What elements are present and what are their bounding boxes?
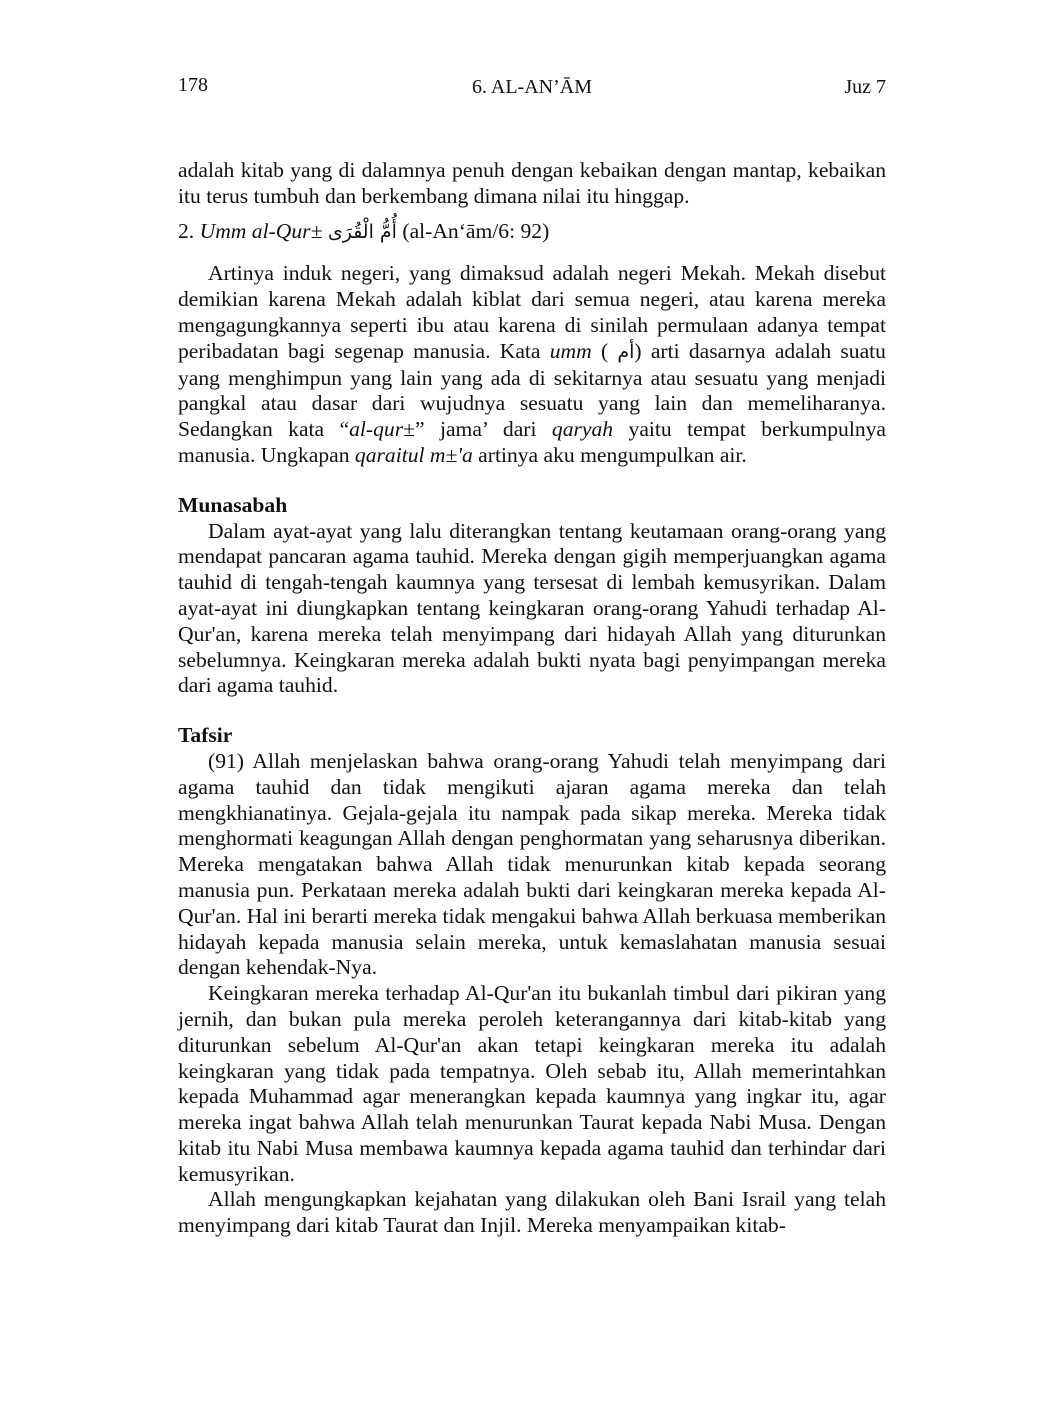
italic-term: qaryah — [551, 417, 614, 442]
munasabah-heading: Munasabah — [178, 492, 288, 517]
term-item-2 — [178, 219, 886, 246]
text-run: ( — [591, 338, 618, 363]
italic-term: al-qur± — [349, 417, 415, 442]
page-header — [178, 74, 886, 104]
page-number: 178 — [178, 74, 208, 96]
text-run: artinya aku mengumpulkan air. — [472, 442, 747, 467]
text-run: ) arti dasarnya adalah suatu yang menghimpun yang lain yang ada di sekitarnya atau sesuatu yang menjadi pangkal atau dasar dari wujudnya sesuatu yang lain dan memeliharanya. Sedangkan kata “ — [178, 338, 886, 442]
tafsir-heading: Tafsir — [178, 723, 233, 748]
tafsir-paragraph: Allah mengungkapkan kejahatan yang dilakukan oleh Bani Israil yang telah menyimpang dari kitab Taurat dan Injil. Mereka menyampaikan kitab- — [178, 1187, 886, 1238]
page-body — [178, 158, 886, 1239]
italic-term: qaraitul m±'a — [354, 442, 473, 467]
surah-title: 6. AL-AN’ĀM — [472, 76, 592, 98]
item-term: Umm al-Qur± — [199, 218, 323, 243]
tafsir-paragraph: (91) Allah menjelaskan bahwa orang-orang Yahudi telah menyimpang dari agama tauhid dan tidak mengikuti ajaran agama mereka dan telah mengkhianatinya. Gejala-gejala itu nampak pada sikap mereka. Mereka tidak menghormati keagungan Allah dengan penghormatan yang seharusnya diberikan. Mereka mengatakan bahwa Allah tidak menurunkan kitab kepada seorang manusia pun. Perkataan mereka adalah bukti dari keingkaran mereka kepada Al-Qur'an. Hal ini berarti mereka tidak mengakui bahwa Allah berkuasa memberikan hidayah kepada manusia selain mereka, untuk kemaslahatan manusia sesuai dengan kehendak-Nya. — [178, 748, 886, 980]
item-number: 2. — [178, 218, 195, 243]
text-run: ” jama’ dari — [414, 417, 552, 442]
item-arabic: أُمُّ الْقُرَى — [327, 220, 397, 243]
item-reference: (al-An‘ām/6: 92) — [402, 218, 550, 243]
text-run: yaitu tempat berkumpulnya manusia. Ungkapan — [178, 417, 887, 467]
item-explanation-paragraph — [178, 261, 886, 468]
munasabah-paragraph: Dalam ayat-ayat yang lalu diterangkan tentang keutamaan orang-orang yang mendapat pancaran agama tauhid. Mereka dengan gigih memperjuangkan agama tauhid di tengah-tengah kaumnya yang tersesat di lembah kemusyrikan. Dalam ayat-ayat ini diungkapkan tentang keingkaran orang-orang Yahudi terhadap Al-Qur'an, karena mereka telah menyimpang dari hidayah Allah yang diturunkan sebelumnya. Keingkaran mereka adalah bukti nyata bagi penyimpangan mereka dari agama tauhid. — [178, 518, 886, 698]
text-run: Artinya induk negeri, yang dimaksud adalah negeri Mekah. Mekah disebut demikian karena Mekah adalah kiblat dari semua negeri, atau karena mereka mengagungkannya seperti ibu atau karena di sinilah permulaan adanya tempat peribadatan bagi segenap manusia. Kata — [178, 261, 886, 363]
italic-term: umm — [549, 338, 592, 363]
arabic-term: أم — [617, 340, 635, 363]
intro-paragraph: adalah kitab yang di dalamnya penuh dengan kebaikan dengan mantap, kebaikan itu terus tumbuh dan berkembang dimana nilai itu hinggap. — [178, 158, 886, 208]
juz-label: Juz 7 — [844, 76, 886, 98]
tafsir-paragraph: Keingkaran mereka terhadap Al-Qur'an itu bukanlah timbul dari pikiran yang jernih, dan bukan pula mereka peroleh keterangannya dari kitab-kitab yang diturunkan sebelum Al-Qur'an akan tetapi keingkaran mereka itu adalah keingkaran yang tidak pada tempatnya. Oleh sebab itu, Allah memerintahkan kepada Muhammad agar menerangkan kepada kaumnya yang ingkar itu, agar mereka ingat bahwa Allah telah menurunkan Taurat kepada Nabi Musa. Dengan kitab itu Nabi Musa membawa kaumnya kepada agama tauhid dan terhindar dari kemusyrikan. — [178, 981, 886, 1186]
